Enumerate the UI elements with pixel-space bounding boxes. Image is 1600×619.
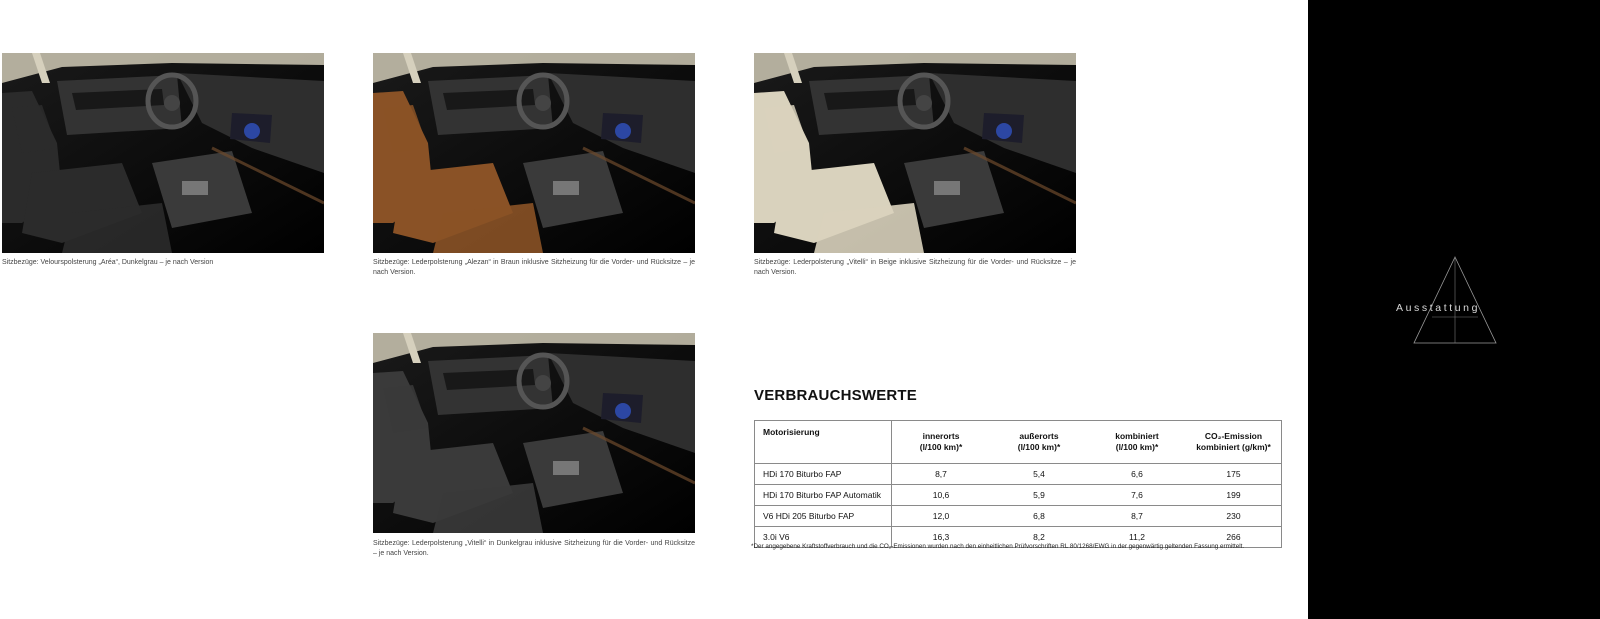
table-row	[755, 464, 1282, 485]
table-header-row	[755, 421, 1282, 464]
engine-cell: 3.0i V6	[755, 527, 892, 548]
interior-photo-3	[754, 53, 1076, 253]
header-engine	[755, 421, 892, 464]
extra-urban-cell: 5,9	[990, 485, 1088, 506]
co2-cell: 266	[1186, 527, 1282, 548]
header-combined	[1088, 421, 1186, 464]
engine-cell: HDi 170 Biturbo FAP	[755, 464, 892, 485]
urban-cell: 10,6	[892, 485, 991, 506]
extra-urban-cell: 8,2	[990, 527, 1088, 548]
sidebar-label: Ausstattung	[1396, 302, 1481, 314]
caption-3: Sitzbezüge: Lederpolsterung „Vitelli“ in Beige inklusive Sitzheizung für die Vorder- und Rücksitze – je nach Version.	[754, 259, 1076, 276]
header-label: innerorts	[922, 431, 960, 441]
urban-cell: 8,7	[892, 464, 991, 485]
combined-cell: 6,6	[1088, 464, 1186, 485]
header-label: Motorisierung	[763, 427, 820, 437]
extra-urban-cell: 5,4	[990, 464, 1088, 485]
consumption-table	[754, 420, 1282, 548]
interior-photo-4	[373, 333, 695, 533]
caption-4: Sitzbezüge: Lederpolsterung „Vitelli“ in Dunkelgrau inklusive Sitzheizung für die Vorder- und Rücksitze – je nach Version.	[373, 540, 695, 557]
header-unit: (l/100 km)*	[1017, 442, 1061, 452]
interior-illustration	[373, 333, 695, 533]
engine-cell: HDi 170 Biturbo FAP Automatik	[755, 485, 892, 506]
combined-cell: 7,6	[1088, 485, 1186, 506]
combined-cell: 11,2	[1088, 527, 1186, 548]
interior-photo-1	[2, 53, 324, 253]
header-unit: (l/100 km)*	[919, 442, 963, 452]
combined-cell: 8,7	[1088, 506, 1186, 527]
co2-cell: 175	[1186, 464, 1282, 485]
table-row	[755, 485, 1282, 506]
header-label: kombiniert	[1115, 431, 1159, 441]
header-unit: kombiniert (g/km)*	[1196, 442, 1271, 452]
footnote: *Der angegebene Kraftstoffverbrauch und die CO₂-Emissionen wurden nach den einheitlichen Prüfvorschriften RL 80/1268/EWG in der gegenwärtig geltenden Fassung ermittelt.	[751, 543, 1245, 550]
header-extra-urban	[990, 421, 1088, 464]
interior-illustration	[2, 53, 324, 253]
section-title: VERBRAUCHSWERTE	[754, 387, 918, 404]
co2-cell: 230	[1186, 506, 1282, 527]
interior-photo-2	[373, 53, 695, 253]
urban-cell: 12,0	[892, 506, 991, 527]
extra-urban-cell: 6,8	[990, 506, 1088, 527]
caption-2: Sitzbezüge: Lederpolsterung „Alezan“ in Braun inklusive Sitzheizung für die Vorder- und Rücksitze – je nach Version.	[373, 259, 695, 276]
header-urban	[892, 421, 991, 464]
header-label: außerorts	[1019, 431, 1059, 441]
interior-illustration	[373, 53, 695, 253]
interior-illustration	[754, 53, 1076, 253]
table-row	[755, 506, 1282, 527]
co2-cell: 199	[1186, 485, 1282, 506]
header-unit: (l/100 km)*	[1115, 442, 1159, 452]
header-label: CO₂-Emission	[1204, 431, 1263, 441]
a-logo-icon	[1412, 255, 1498, 345]
header-co2	[1186, 421, 1282, 464]
caption-1: Sitzbezüge: Velourspolsterung „Aréa“, Dunkelgrau – je nach Version	[2, 259, 214, 266]
engine-cell: V6 HDi 205 Biturbo FAP	[755, 506, 892, 527]
urban-cell: 16,3	[892, 527, 991, 548]
